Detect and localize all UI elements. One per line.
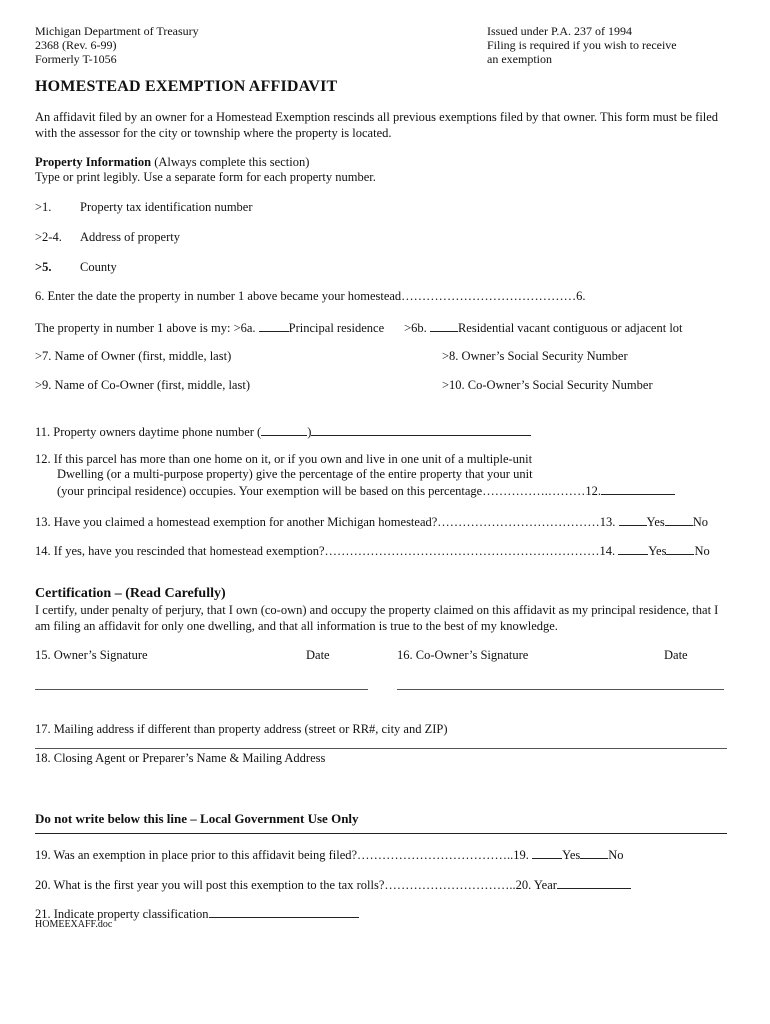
item-14-no-label: No bbox=[694, 544, 710, 558]
footer-filename: HOMEEXAFF.doc bbox=[35, 919, 113, 930]
item-19-no-label: No bbox=[608, 848, 624, 862]
item-11-phone-row bbox=[35, 423, 531, 440]
item-14-row bbox=[35, 542, 710, 559]
item-10-coowner-ssn[interactable]: >10. Co-Owner’s Social Security Number bbox=[442, 378, 653, 392]
header-form-number: 2368 (Rev. 6-99) bbox=[35, 38, 117, 52]
item-6b-checkbox-blank[interactable] bbox=[430, 319, 458, 332]
item-11-phone-field[interactable] bbox=[311, 423, 531, 436]
property-info-note: (Always complete this section) bbox=[151, 155, 310, 169]
coowner-signature-line[interactable] bbox=[397, 689, 724, 690]
owner-signature-label: 15. Owner’s Signature bbox=[35, 648, 148, 662]
header-formerly: Formerly T-1056 bbox=[35, 52, 117, 66]
item-1-number: >1. bbox=[35, 200, 52, 214]
item-14-no-blank[interactable] bbox=[666, 542, 694, 555]
item-18-closing-agent-field[interactable] bbox=[35, 768, 727, 804]
item-14-yes-label: Yes bbox=[648, 544, 667, 558]
item-11-label: 11. Property owners daytime phone number ( bbox=[35, 425, 262, 439]
page-title: HOMESTEAD EXEMPTION AFFIDAVIT bbox=[35, 78, 338, 95]
item-21-text: 21. Indicate property classification bbox=[35, 907, 209, 921]
item-6-date-field[interactable] bbox=[600, 289, 710, 304]
coowner-signature-label: 16. Co-Owner’s Signature bbox=[397, 648, 529, 662]
item-9-coowner-name[interactable]: >9. Name of Co-Owner (first, middle, last) bbox=[35, 378, 250, 392]
item-5-label[interactable]: County bbox=[80, 260, 117, 274]
item-12-line-3-text: (your principal residence) occupies. Your exemption will be based on this percentage…………….………12. bbox=[57, 484, 601, 498]
header-issued: Issued under P.A. 237 of 1994 bbox=[487, 24, 632, 38]
item-12-block bbox=[35, 452, 715, 499]
item-19-row bbox=[35, 846, 624, 863]
item-13-text: 13. Have you claimed a homestead exemption for another Michigan homestead?…………………………………13. bbox=[35, 515, 619, 529]
property-info-subline: Type or print legibly. Use a separate form for each property number. bbox=[35, 170, 376, 184]
item-6ab-row bbox=[35, 319, 683, 336]
property-info-heading bbox=[35, 155, 309, 170]
intro-text: An affidavit filed by an owner for a Homestead Exemption rescinds all previous exemptions filed by that owner. This form must be filed with the assessor for the city or township where the property is located. bbox=[35, 110, 719, 140]
item-6b-label: Residential vacant contiguous or adjacent lot bbox=[457, 321, 683, 335]
header-exemption: an exemption bbox=[487, 52, 552, 66]
item-6a-checkbox-blank[interactable] bbox=[259, 319, 289, 332]
certification-heading: Certification – (Read Carefully) bbox=[35, 586, 226, 601]
owner-signature-line[interactable] bbox=[35, 689, 368, 690]
item-20-text: 20. What is the first year you will post this exemption to the tax rolls?…………………………..20. Year bbox=[35, 878, 557, 892]
item-1-label[interactable]: Property tax identification number bbox=[80, 200, 253, 214]
item-19-yes-label: Yes bbox=[562, 848, 581, 862]
local-use-divider bbox=[35, 833, 727, 834]
header-left bbox=[35, 24, 199, 66]
property-info-title: Property Information bbox=[35, 155, 152, 169]
item-17-mailing-label: 17. Mailing address if different than property address (street or RR#, city and ZIP) bbox=[35, 722, 448, 736]
item-6a-lead: The property in number 1 above is my: >6a. bbox=[35, 321, 259, 335]
item-6-text: 6. Enter the date the property in number 1 above became your homestead……………………………………6. bbox=[35, 289, 586, 303]
item-2-label[interactable]: Address of property bbox=[80, 230, 180, 244]
item-5-number: >5. bbox=[35, 260, 52, 274]
item-13-yes-blank[interactable] bbox=[619, 513, 647, 526]
item-19-text: 19. Was an exemption in place prior to this affidavit being filed?………………………………..19. bbox=[35, 848, 533, 862]
header-right bbox=[487, 24, 677, 66]
certification-text: I certify, under penalty of perjury, that I own (co-own) and occupy the property claimed on this affidavit as my principal residence, that I am filing an affidavit for only one dwelling, and that all information is true to the best of my knowledge. bbox=[35, 603, 719, 633]
item-8-owner-ssn[interactable]: >8. Owner’s Social Security Number bbox=[442, 349, 628, 363]
item-13-no-label: No bbox=[692, 515, 709, 529]
item-12-line-3 bbox=[35, 482, 715, 499]
item-19-yes-blank[interactable] bbox=[532, 846, 562, 859]
item-12-percentage-field[interactable] bbox=[601, 482, 675, 495]
item-19-no-blank[interactable] bbox=[580, 846, 608, 859]
item-17-mailing-line[interactable] bbox=[35, 748, 727, 749]
item-11-area-code-field[interactable] bbox=[261, 423, 307, 436]
header-filing: Filing is required if you wish to receive bbox=[487, 38, 677, 52]
item-6a-label: Principal residence bbox=[288, 321, 385, 335]
item-20-row bbox=[35, 876, 631, 893]
local-use-heading: Do not write below this line – Local Government Use Only bbox=[35, 811, 359, 826]
item-21-classification-field[interactable] bbox=[209, 905, 359, 918]
item-2-number: >2-4. bbox=[35, 230, 62, 244]
item-11-close-paren: ) bbox=[307, 425, 312, 439]
item-12-line-1: 12. If this parcel has more than one home on it, or if you own and live in one unit of a multiple-unit bbox=[35, 452, 533, 466]
item-13-row bbox=[35, 513, 708, 530]
item-6b-number: >6b. bbox=[404, 321, 430, 335]
owner-date-label: Date bbox=[306, 648, 330, 662]
item-7-owner-name[interactable]: >7. Name of Owner (first, middle, last) bbox=[35, 349, 232, 363]
item-18-closing-agent-label: 18. Closing Agent or Preparer’s Name & Mailing Address bbox=[35, 751, 326, 765]
item-13-no-blank[interactable] bbox=[665, 513, 693, 526]
item-20-year-field[interactable] bbox=[557, 876, 631, 889]
item-13-yes-label: Yes bbox=[646, 515, 665, 529]
item-14-text: 14. If yes, have you rescinded that homestead exemption?…………………………………………………………14. bbox=[35, 544, 619, 558]
coowner-date-label: Date bbox=[664, 648, 688, 662]
item-14-yes-blank[interactable] bbox=[618, 542, 648, 555]
header-agency: Michigan Department of Treasury bbox=[35, 24, 199, 38]
item-12-line-2: Dwelling (or a multi-purpose property) give the percentage of the entire property that your unit bbox=[57, 467, 533, 481]
